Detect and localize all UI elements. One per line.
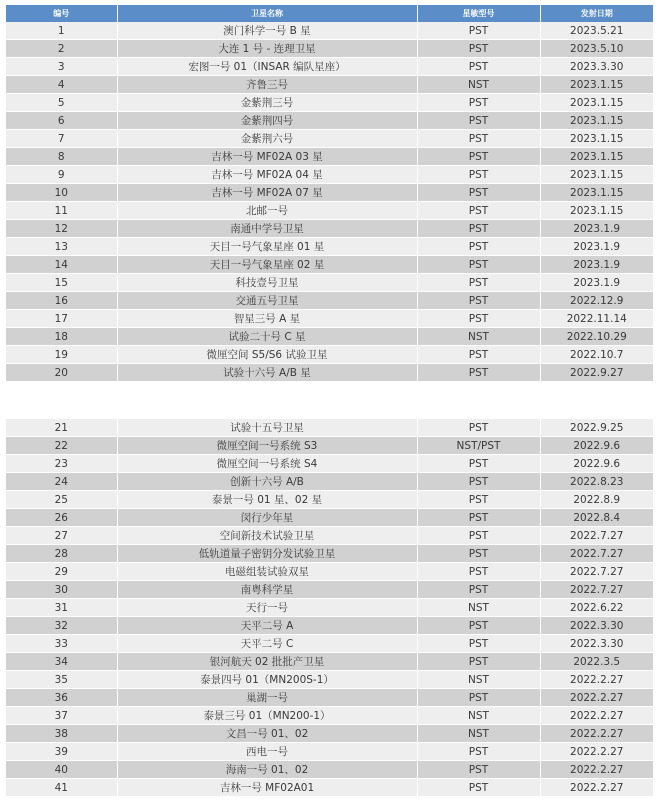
cell-star-sensor-model: PST bbox=[417, 220, 540, 238]
cell-number: 12 bbox=[6, 220, 117, 238]
cell-number: 33 bbox=[6, 635, 117, 653]
cell-number: 15 bbox=[6, 274, 117, 292]
cell-number: 21 bbox=[6, 419, 117, 437]
cell-number: 8 bbox=[6, 148, 117, 166]
cell-satellite-name: 海南一号 01、02 bbox=[117, 761, 417, 779]
cell-launch-date: 2022.7.27 bbox=[540, 581, 653, 599]
table-row bbox=[6, 761, 653, 779]
cell-satellite-name: 微厘空间一号系统 S4 bbox=[117, 455, 417, 473]
cell-number: 9 bbox=[6, 166, 117, 184]
cell-launch-date: 2022.3.30 bbox=[540, 617, 653, 635]
cell-star-sensor-model: PST bbox=[417, 346, 540, 364]
cell-satellite-name: 大连 1 号 - 连理卫星 bbox=[117, 40, 417, 58]
table-row bbox=[6, 743, 653, 761]
cell-satellite-name: 南通中学号卫星 bbox=[117, 220, 417, 238]
table-row bbox=[6, 94, 653, 112]
table-row bbox=[6, 635, 653, 653]
cell-launch-date: 2022.2.27 bbox=[540, 761, 653, 779]
cell-number: 35 bbox=[6, 671, 117, 689]
cell-launch-date: 2022.8.23 bbox=[540, 473, 653, 491]
cell-launch-date: 2022.7.27 bbox=[540, 527, 653, 545]
cell-number: 38 bbox=[6, 725, 117, 743]
table-row bbox=[6, 292, 653, 310]
cell-number: 36 bbox=[6, 689, 117, 707]
table-row bbox=[6, 40, 653, 58]
cell-number: 11 bbox=[6, 202, 117, 220]
cell-star-sensor-model: PST bbox=[417, 166, 540, 184]
table-row bbox=[6, 58, 653, 76]
cell-satellite-name: 宏图一号 01（INSAR 编队星座） bbox=[117, 58, 417, 76]
cell-satellite-name: 科技壹号卫星 bbox=[117, 274, 417, 292]
cell-number: 19 bbox=[6, 346, 117, 364]
satellite-table-part2 bbox=[6, 419, 653, 797]
cell-satellite-name: 天行一号 bbox=[117, 599, 417, 617]
cell-star-sensor-model: PST bbox=[417, 419, 540, 437]
table-row bbox=[6, 491, 653, 509]
table-row bbox=[6, 256, 653, 274]
cell-satellite-name: 天目一号气象星座 02 星 bbox=[117, 256, 417, 274]
cell-launch-date: 2022.12.9 bbox=[540, 292, 653, 310]
cell-star-sensor-model: PST bbox=[417, 743, 540, 761]
cell-launch-date: 2023.1.9 bbox=[540, 238, 653, 256]
cell-star-sensor-model: PST bbox=[417, 148, 540, 166]
cell-satellite-name: 创新十六号 A/B bbox=[117, 473, 417, 491]
cell-satellite-name: 微厘空间 S5/S6 试验卫星 bbox=[117, 346, 417, 364]
cell-satellite-name: 齐鲁三号 bbox=[117, 76, 417, 94]
cell-star-sensor-model: PST bbox=[417, 112, 540, 130]
cell-launch-date: 2022.3.5 bbox=[540, 653, 653, 671]
cell-satellite-name: 澳门科学一号 B 星 bbox=[117, 22, 417, 40]
table-row bbox=[6, 419, 653, 437]
cell-star-sensor-model: NST bbox=[417, 599, 540, 617]
cell-number: 17 bbox=[6, 310, 117, 328]
cell-star-sensor-model: PST bbox=[417, 22, 540, 40]
cell-number: 4 bbox=[6, 76, 117, 94]
cell-star-sensor-model: NST bbox=[417, 328, 540, 346]
cell-launch-date: 2022.2.27 bbox=[540, 743, 653, 761]
cell-star-sensor-model: NST bbox=[417, 725, 540, 743]
cell-star-sensor-model: PST bbox=[417, 292, 540, 310]
cell-satellite-name: 低轨道量子密钥分发试验卫星 bbox=[117, 545, 417, 563]
cell-star-sensor-model: PST bbox=[417, 130, 540, 148]
cell-number: 27 bbox=[6, 527, 117, 545]
cell-number: 40 bbox=[6, 761, 117, 779]
cell-number: 37 bbox=[6, 707, 117, 725]
cell-number: 5 bbox=[6, 94, 117, 112]
cell-launch-date: 2023.1.9 bbox=[540, 274, 653, 292]
cell-star-sensor-model: PST bbox=[417, 527, 540, 545]
cell-number: 18 bbox=[6, 328, 117, 346]
table-row bbox=[6, 328, 653, 346]
cell-satellite-name: 智星三号 A 星 bbox=[117, 310, 417, 328]
cell-satellite-name: 闵行少年星 bbox=[117, 509, 417, 527]
cell-satellite-name: 天平二号 C bbox=[117, 635, 417, 653]
cell-number: 22 bbox=[6, 437, 117, 455]
cell-satellite-name: 微厘空间一号系统 S3 bbox=[117, 437, 417, 455]
cell-star-sensor-model: PST bbox=[417, 184, 540, 202]
cell-star-sensor-model: PST bbox=[417, 364, 540, 382]
cell-launch-date: 2023.1.15 bbox=[540, 166, 653, 184]
cell-number: 2 bbox=[6, 40, 117, 58]
cell-satellite-name: 天平二号 A bbox=[117, 617, 417, 635]
cell-launch-date: 2023.1.15 bbox=[540, 130, 653, 148]
table-row bbox=[6, 310, 653, 328]
table-body-part2 bbox=[6, 419, 653, 797]
cell-star-sensor-model: PST bbox=[417, 581, 540, 599]
cell-star-sensor-model: PST bbox=[417, 58, 540, 76]
cell-satellite-name: 试验十五号卫星 bbox=[117, 419, 417, 437]
cell-satellite-name: 西电一号 bbox=[117, 743, 417, 761]
cell-launch-date: 2022.9.6 bbox=[540, 437, 653, 455]
cell-satellite-name: 金紫荆六号 bbox=[117, 130, 417, 148]
cell-satellite-name: 试验十六号 A/B 星 bbox=[117, 364, 417, 382]
cell-star-sensor-model: PST bbox=[417, 509, 540, 527]
cell-satellite-name: 空间新技术试验卫星 bbox=[117, 527, 417, 545]
table-row bbox=[6, 455, 653, 473]
cell-launch-date: 2022.7.27 bbox=[540, 545, 653, 563]
table-row bbox=[6, 707, 653, 725]
table-row bbox=[6, 274, 653, 292]
cell-number: 24 bbox=[6, 473, 117, 491]
cell-launch-date: 2022.6.22 bbox=[540, 599, 653, 617]
header-satellite-name: 卫星名称 bbox=[117, 5, 417, 22]
cell-star-sensor-model: PST bbox=[417, 455, 540, 473]
cell-number: 23 bbox=[6, 455, 117, 473]
cell-launch-date: 2022.9.25 bbox=[540, 419, 653, 437]
cell-star-sensor-model: PST bbox=[417, 310, 540, 328]
header-number: 编号 bbox=[6, 5, 117, 22]
cell-satellite-name: 文昌一号 01、02 bbox=[117, 725, 417, 743]
cell-satellite-name: 电磁组装试验双星 bbox=[117, 563, 417, 581]
table-row bbox=[6, 779, 653, 797]
cell-launch-date: 2022.8.9 bbox=[540, 491, 653, 509]
table-row bbox=[6, 184, 653, 202]
cell-launch-date: 2023.1.15 bbox=[540, 202, 653, 220]
cell-number: 16 bbox=[6, 292, 117, 310]
table-row bbox=[6, 76, 653, 94]
cell-number: 29 bbox=[6, 563, 117, 581]
cell-satellite-name: 试验二十号 C 星 bbox=[117, 328, 417, 346]
cell-number: 10 bbox=[6, 184, 117, 202]
cell-star-sensor-model: PST bbox=[417, 563, 540, 581]
table-row bbox=[6, 166, 653, 184]
cell-star-sensor-model: PST bbox=[417, 761, 540, 779]
cell-star-sensor-model: PST bbox=[417, 94, 540, 112]
table-row bbox=[6, 148, 653, 166]
cell-launch-date: 2022.3.30 bbox=[540, 635, 653, 653]
cell-launch-date: 2023.1.9 bbox=[540, 220, 653, 238]
cell-star-sensor-model: PST bbox=[417, 689, 540, 707]
cell-star-sensor-model: PST bbox=[417, 274, 540, 292]
table-row bbox=[6, 220, 653, 238]
cell-launch-date: 2023.1.15 bbox=[540, 112, 653, 130]
cell-number: 28 bbox=[6, 545, 117, 563]
cell-launch-date: 2023.5.10 bbox=[540, 40, 653, 58]
cell-satellite-name: 南粤科学星 bbox=[117, 581, 417, 599]
table-row bbox=[6, 725, 653, 743]
cell-star-sensor-model: PST bbox=[417, 779, 540, 797]
cell-star-sensor-model: NST bbox=[417, 671, 540, 689]
table-row bbox=[6, 112, 653, 130]
cell-satellite-name: 泰景四号 01（MN200S-1） bbox=[117, 671, 417, 689]
cell-satellite-name: 交通五号卫星 bbox=[117, 292, 417, 310]
cell-number: 13 bbox=[6, 238, 117, 256]
cell-number: 39 bbox=[6, 743, 117, 761]
cell-star-sensor-model: PST bbox=[417, 617, 540, 635]
cell-launch-date: 2022.2.27 bbox=[540, 725, 653, 743]
cell-star-sensor-model: NST bbox=[417, 76, 540, 94]
cell-launch-date: 2023.1.15 bbox=[540, 76, 653, 94]
cell-launch-date: 2023.1.9 bbox=[540, 256, 653, 274]
cell-launch-date: 2022.8.4 bbox=[540, 509, 653, 527]
cell-star-sensor-model: PST bbox=[417, 545, 540, 563]
cell-launch-date: 2023.3.30 bbox=[540, 58, 653, 76]
cell-launch-date: 2023.1.15 bbox=[540, 148, 653, 166]
cell-satellite-name: 泰景一号 01 星、02 星 bbox=[117, 491, 417, 509]
cell-launch-date: 2023.1.15 bbox=[540, 94, 653, 112]
table-row bbox=[6, 689, 653, 707]
cell-launch-date: 2022.10.7 bbox=[540, 346, 653, 364]
cell-number: 34 bbox=[6, 653, 117, 671]
cell-number: 6 bbox=[6, 112, 117, 130]
satellite-table-part1 bbox=[6, 5, 653, 382]
table-row bbox=[6, 130, 653, 148]
cell-launch-date: 2022.9.6 bbox=[540, 455, 653, 473]
cell-launch-date: 2022.2.27 bbox=[540, 707, 653, 725]
cell-launch-date: 2022.2.27 bbox=[540, 689, 653, 707]
cell-launch-date: 2022.11.14 bbox=[540, 310, 653, 328]
cell-star-sensor-model: PST bbox=[417, 256, 540, 274]
cell-number: 30 bbox=[6, 581, 117, 599]
cell-number: 20 bbox=[6, 364, 117, 382]
table-row bbox=[6, 671, 653, 689]
cell-satellite-name: 吉林一号 MF02A01 bbox=[117, 779, 417, 797]
cell-star-sensor-model: NST/PST bbox=[417, 437, 540, 455]
table-row bbox=[6, 346, 653, 364]
table-row bbox=[6, 509, 653, 527]
cell-number: 41 bbox=[6, 779, 117, 797]
cell-star-sensor-model: PST bbox=[417, 635, 540, 653]
cell-number: 1 bbox=[6, 22, 117, 40]
cell-number: 32 bbox=[6, 617, 117, 635]
cell-number: 26 bbox=[6, 509, 117, 527]
cell-launch-date: 2023.5.21 bbox=[540, 22, 653, 40]
table-row bbox=[6, 202, 653, 220]
table-row bbox=[6, 581, 653, 599]
table-row bbox=[6, 437, 653, 455]
cell-star-sensor-model: PST bbox=[417, 653, 540, 671]
cell-satellite-name: 北邮一号 bbox=[117, 202, 417, 220]
cell-number: 3 bbox=[6, 58, 117, 76]
cell-star-sensor-model: PST bbox=[417, 238, 540, 256]
table-row bbox=[6, 238, 653, 256]
cell-number: 14 bbox=[6, 256, 117, 274]
cell-star-sensor-model: PST bbox=[417, 473, 540, 491]
table-row bbox=[6, 364, 653, 382]
header-star-sensor-model: 星敏型号 bbox=[417, 5, 540, 22]
table-row bbox=[6, 527, 653, 545]
cell-satellite-name: 吉林一号 MF02A 03 星 bbox=[117, 148, 417, 166]
table-row bbox=[6, 617, 653, 635]
cell-satellite-name: 金紫荆三号 bbox=[117, 94, 417, 112]
cell-star-sensor-model: PST bbox=[417, 202, 540, 220]
cell-satellite-name: 吉林一号 MF02A 04 星 bbox=[117, 166, 417, 184]
cell-star-sensor-model: NST bbox=[417, 707, 540, 725]
cell-number: 7 bbox=[6, 130, 117, 148]
cell-launch-date: 2022.7.27 bbox=[540, 563, 653, 581]
cell-launch-date: 2023.1.15 bbox=[540, 184, 653, 202]
table-row bbox=[6, 545, 653, 563]
cell-star-sensor-model: PST bbox=[417, 40, 540, 58]
cell-number: 25 bbox=[6, 491, 117, 509]
cell-satellite-name: 天目一号气象星座 01 星 bbox=[117, 238, 417, 256]
table-body-part1 bbox=[6, 22, 653, 382]
cell-satellite-name: 巢湖一号 bbox=[117, 689, 417, 707]
cell-launch-date: 2022.9.27 bbox=[540, 364, 653, 382]
table-row bbox=[6, 22, 653, 40]
cell-launch-date: 2022.2.27 bbox=[540, 779, 653, 797]
cell-number: 31 bbox=[6, 599, 117, 617]
table-header-row bbox=[6, 5, 653, 22]
table-row bbox=[6, 653, 653, 671]
cell-satellite-name: 银河航天 02 批批产卫星 bbox=[117, 653, 417, 671]
cell-satellite-name: 吉林一号 MF02A 07 星 bbox=[117, 184, 417, 202]
cell-launch-date: 2022.10.29 bbox=[540, 328, 653, 346]
cell-star-sensor-model: PST bbox=[417, 491, 540, 509]
table-row bbox=[6, 599, 653, 617]
table-row bbox=[6, 563, 653, 581]
cell-satellite-name: 金紫荆四号 bbox=[117, 112, 417, 130]
cell-satellite-name: 泰景三号 01（MN200-1） bbox=[117, 707, 417, 725]
header-launch-date: 发射日期 bbox=[540, 5, 653, 22]
table-row bbox=[6, 473, 653, 491]
cell-launch-date: 2022.2.27 bbox=[540, 671, 653, 689]
